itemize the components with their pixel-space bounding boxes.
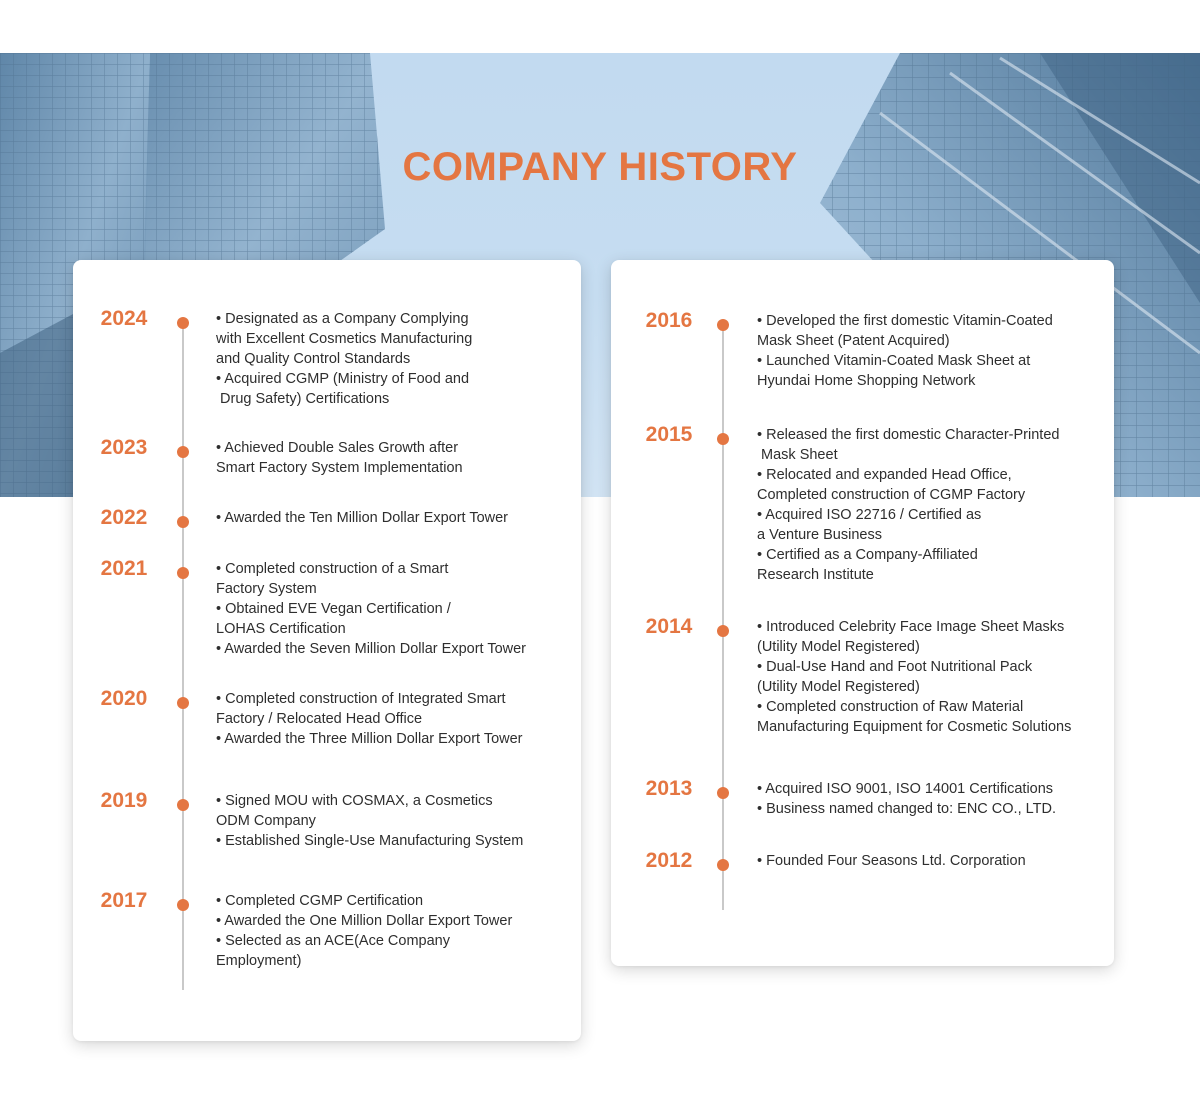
year-label: 2022 [100, 506, 148, 529]
year-label: 2023 [100, 436, 148, 459]
timeline-dot [717, 787, 729, 799]
detail-line: a Venture Business [757, 527, 882, 543]
timeline-dot [177, 567, 189, 579]
detail-line: • Founded Four Seasons Ltd. Corporation [757, 853, 1026, 869]
detail-line: • Signed MOU with COSMAX, a Cosmetics [216, 793, 493, 809]
entry-details [757, 779, 1056, 819]
detail-line: • Completed construction of a Smart [216, 561, 449, 577]
detail-line: • Acquired CGMP (Ministry of Food and [216, 371, 470, 387]
year-label: 2021 [100, 557, 148, 580]
detail-line: • Released the first domestic Character-Printed [757, 427, 1060, 443]
timeline-dot [177, 516, 189, 528]
history-card-left [73, 260, 581, 1041]
detail-line: Factory System [216, 581, 317, 597]
timeline-dot [177, 799, 189, 811]
detail-line: (Utility Model Registered) [757, 639, 920, 655]
year-label: 2016 [645, 309, 693, 332]
timeline-dot [177, 697, 189, 709]
detail-line: Completed construction of CGMP Factory [757, 487, 1026, 503]
year-label: 2020 [100, 687, 148, 710]
detail-line: • Business named changed to: ENC CO., LTD. [757, 801, 1056, 817]
timeline-dot [177, 317, 189, 329]
entry-details [757, 425, 1059, 585]
detail-line: • Designated as a Company Complying [216, 311, 469, 327]
year-label: 2013 [645, 777, 693, 800]
year-label: 2014 [645, 615, 693, 638]
year-label: 2019 [100, 789, 148, 812]
year-label: 2017 [100, 889, 148, 912]
detail-line: Employment) [216, 953, 302, 969]
detail-line: Mask Sheet [757, 447, 838, 463]
detail-line: • Developed the first domestic Vitamin-Coated [757, 313, 1053, 329]
year-label: 2015 [645, 423, 693, 446]
timeline-line [722, 320, 724, 910]
detail-line: Factory / Relocated Head Office [216, 711, 423, 727]
detail-line: • Awarded the Ten Million Dollar Export Tower [216, 510, 509, 526]
detail-line: (Utility Model Registered) [757, 679, 920, 695]
entry-details [757, 311, 1053, 391]
entry-details [757, 851, 1026, 871]
page-title: COMPANY HISTORY [402, 145, 798, 189]
timeline-dot [717, 859, 729, 871]
detail-line: LOHAS Certification [216, 621, 346, 637]
detail-line: with Excellent Cosmetics Manufacturing [216, 331, 473, 347]
detail-line: ODM Company [216, 813, 316, 829]
detail-line: • Dual-Use Hand and Foot Nutritional Pack [757, 659, 1033, 675]
timeline-line [182, 320, 184, 990]
entry-details [757, 617, 1071, 737]
year-label: 2024 [100, 307, 148, 330]
detail-line: • Completed construction of Raw Material [757, 699, 1024, 715]
entry-details [216, 791, 523, 851]
timeline-dot [177, 899, 189, 911]
detail-line: • Relocated and expanded Head Office, [757, 467, 1012, 483]
detail-line: and Quality Control Standards [216, 351, 411, 367]
history-card-right [611, 260, 1114, 966]
detail-line: Mask Sheet (Patent Acquired) [757, 333, 950, 349]
detail-line: Smart Factory System Implementation [216, 460, 463, 476]
timeline-dot [717, 319, 729, 331]
detail-line: • Awarded the One Million Dollar Export Tower [216, 913, 513, 929]
detail-line: • Acquired ISO 22716 / Certified as [757, 507, 982, 523]
detail-line: • Obtained EVE Vegan Certification / [216, 601, 451, 617]
entry-details [216, 689, 523, 749]
detail-line: • Launched Vitamin-Coated Mask Sheet at [757, 353, 1031, 369]
entry-details [216, 559, 526, 659]
year-label: 2012 [645, 849, 693, 872]
detail-line: • Achieved Double Sales Growth after [216, 440, 459, 456]
entry-details [216, 309, 472, 409]
detail-line: • Selected as an ACE(Ace Company [216, 933, 450, 949]
detail-line: • Completed CGMP Certification [216, 893, 424, 909]
timeline-dot [717, 433, 729, 445]
entry-details [216, 508, 508, 528]
entry-details [216, 891, 512, 971]
timeline-dot [177, 446, 189, 458]
detail-line: Drug Safety) Certifications [216, 391, 390, 407]
detail-line: • Awarded the Seven Million Dollar Export Tower [216, 641, 527, 657]
detail-line: • Certified as a Company-Affiliated [757, 547, 978, 563]
detail-line: Hyundai Home Shopping Network [757, 373, 976, 389]
detail-line: • Completed construction of Integrated Smart [216, 691, 506, 707]
detail-line: • Acquired ISO 9001, ISO 14001 Certifications [757, 781, 1054, 797]
detail-line: • Established Single-Use Manufacturing System [216, 833, 524, 849]
entry-details [216, 438, 463, 478]
detail-line: • Introduced Celebrity Face Image Sheet Masks [757, 619, 1065, 635]
detail-line: Research Institute [757, 567, 874, 583]
detail-line: • Awarded the Three Million Dollar Export Tower [216, 731, 523, 747]
detail-line: Manufacturing Equipment for Cosmetic Solutions [757, 719, 1072, 735]
timeline-dot [717, 625, 729, 637]
